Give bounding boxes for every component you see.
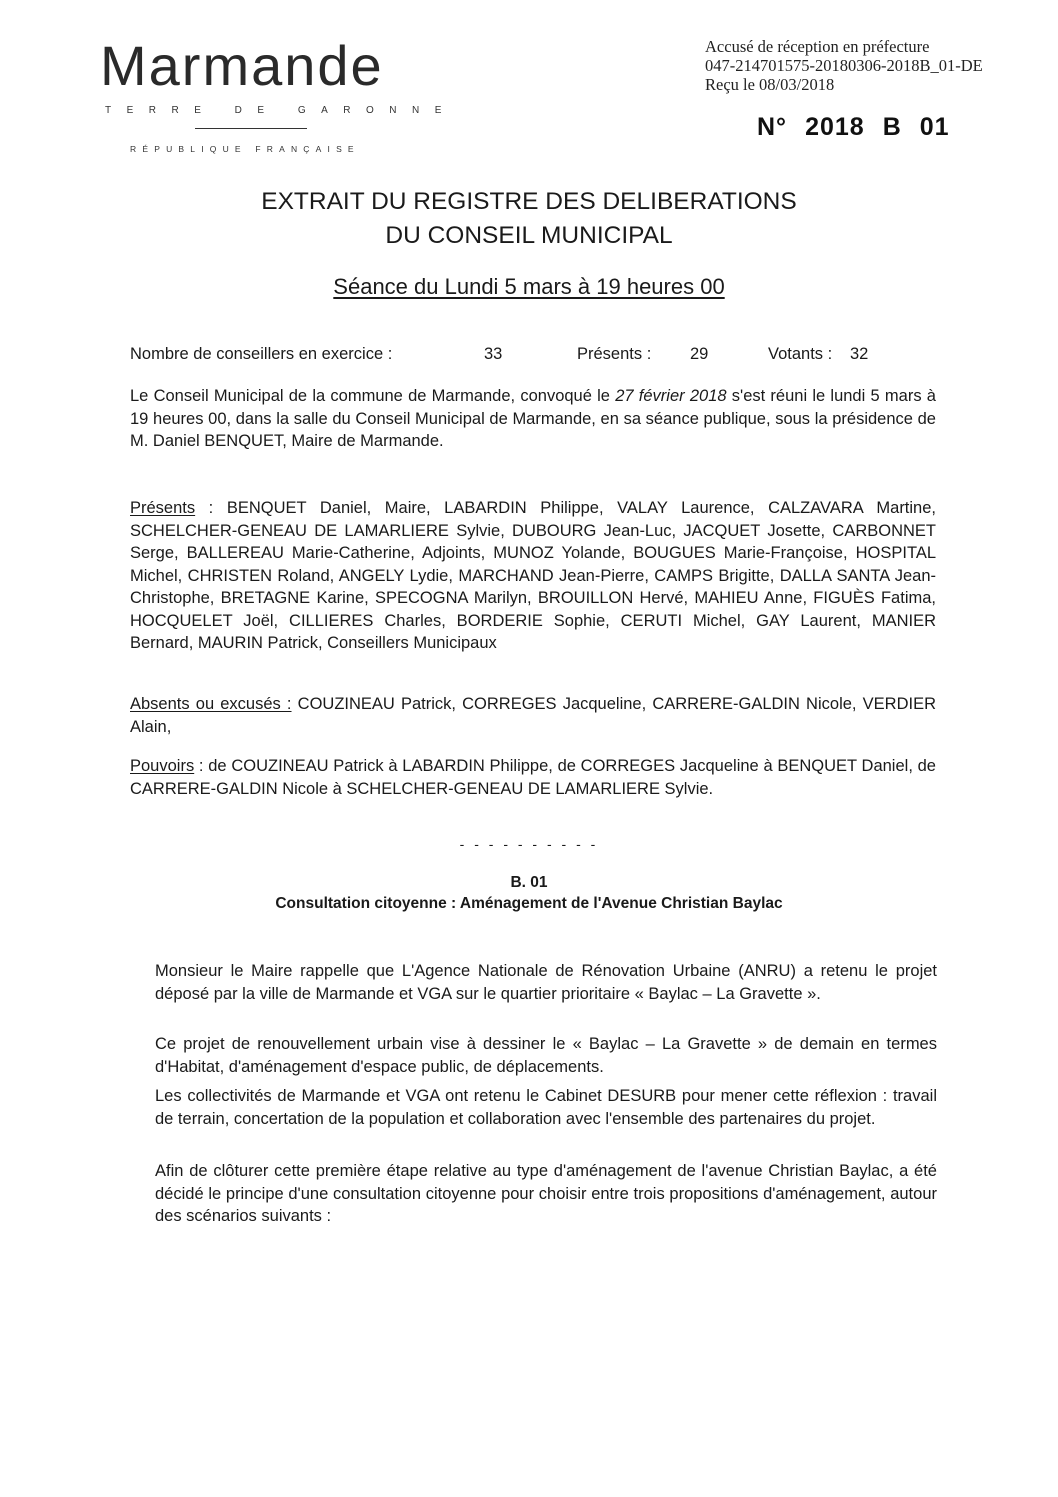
logo-wordmark: Marmande [100,34,384,97]
intro-text-end: s'est réuni le lundi 5 mars à 19 heures 00, dans la salle du Conseil Municipal de Marmande, en sa séance publique, sous la présidence de M. Daniel BENQUET, Maire de Marmande. [130,387,936,450]
exercice-value: 33 [484,345,503,363]
logo-tagline: TERRE DE GARONNE [105,105,457,116]
logo-republic: RÉPUBLIQUE FRANÇAISE [130,144,360,154]
document-number [757,113,950,142]
absents-paragraph [130,693,936,738]
doc-number-num: 01 [919,113,950,141]
doc-number-prefix: N° [757,113,788,141]
exercice-label: Nombre de conseillers en exercice : [130,345,393,363]
deliberation-paragraph: Afin de clôturer cette première étape relative au type d'aménagement de l'avenue Christian Baylac, a été décidé le principe d'une consultation citoyenne pour choisir entre trois propositions d'aménagement, autour des scénarios suivants : [155,1162,937,1225]
marmande-logo [100,34,384,97]
logo-divider [195,128,307,129]
deliberation-paragraph: Monsieur le Maire rappelle que L'Agence Nationale de Rénovation Urbaine (ANRU) a retenu le projet déposé par la ville de Marmande et VGA sur le quartier prioritaire « Baylac – La Gravette ». [155,962,937,1003]
stamp-line-1: Accusé de réception en préfecture [705,37,930,56]
absents-list: COUZINEAU Patrick, CORREGES Jacqueline, CARRERE-GALDIN Nicole, VERDIER Alain, [130,695,936,736]
page-title-line-2: DU CONSEIL MUNICIPAL [385,222,673,249]
deliberation-paragraph: Les collectivités de Marmande et VGA ont retenu le Cabinet DESURB pour mener cette réflexion : travail de terrain, concertation de la population et collaboration avec l'ensemble des partenaires du projet. [155,1087,937,1128]
seance-heading [0,274,1058,300]
pouvoirs-paragraph [130,755,936,800]
deliberation-title: Consultation citoyenne : Aménagement de l'Avenue Christian Baylac [275,895,783,912]
intro-text-start: Le Conseil Municipal de la commune de Marmande, convoqué le [130,387,616,405]
absents-label: Absents ou excusés : [130,695,292,713]
presents-value: 29 [690,345,709,363]
prefecture-receipt-stamp [705,37,983,94]
page-title-line-1: EXTRAIT DU REGISTRE DES DELIBERATIONS [261,188,797,215]
presents-label: Présents : [577,345,652,363]
presents-paragraph [130,497,936,655]
presents-label: Présents [130,499,196,517]
intro-paragraph [130,385,936,453]
deliberation-paragraph: Ce projet de renouvellement urbain vise à dessiner le « Baylac – La Gravette » de demain en termes d'Habitat, d'aménagement d'espace public, de déplacements. [155,1035,937,1076]
pouvoirs-label: Pouvoirs [130,757,195,775]
section-separator: - - - - - - - - - - [459,836,599,852]
presents-list: : BENQUET Daniel, Maire, LABARDIN Philippe, VALAY Laurence, CALZAVARA Martine, SCHELCHER-GENEAU DE LAMARLIERE Sylvie, DUBOURG Jean-Luc, JACQUET Josette, CARBONNET Serge, BALLEREAU Marie-Catherine, Adjoints, MUNOZ Yolande, BOUGUES Marie-Françoise, HOSPITAL Michel, CHRISTEN Roland, ANGELY Lydie, MARCHAND Jean-Pierre, CAMPS Brigitte, DALLA SANTA Jean-Christophe, BRETAGNE Karine, SPECOGNA Marilyn, BROUILLON Hervé, MAHIEU Anne, FIGUÈS Fatima, HOCQUELET Joël, CILLIERES Charles, BORDERIE Sophie, CERUTI Michel, GAY Laurent, MANIER Bernard, MAURIN Patrick, Conseillers Municipaux [130,499,936,652]
doc-number-year: 2018 [805,113,865,141]
votants-value: 32 [850,345,869,363]
votants-label: Votants : [768,345,833,363]
deliberation-number: B. 01 [510,874,548,891]
pouvoirs-list: : de COUZINEAU Patrick à LABARDIN Philippe, de CORREGES Jacqueline à BENQUET Daniel, de CARRERE-GALDIN Nicole à SCHELCHER-GENEAU DE LAMARLIERE Sylvie. [130,757,936,798]
seance-text: Séance du Lundi 5 mars à 19 heures 00 [333,274,725,299]
stamp-line-2: 047-214701575-20180306-2018B_01-DE [705,56,983,75]
convocation-date: 27 février 2018 [615,387,727,405]
doc-number-series: B [882,113,902,141]
stamp-line-3: Reçu le 08/03/2018 [705,75,835,94]
